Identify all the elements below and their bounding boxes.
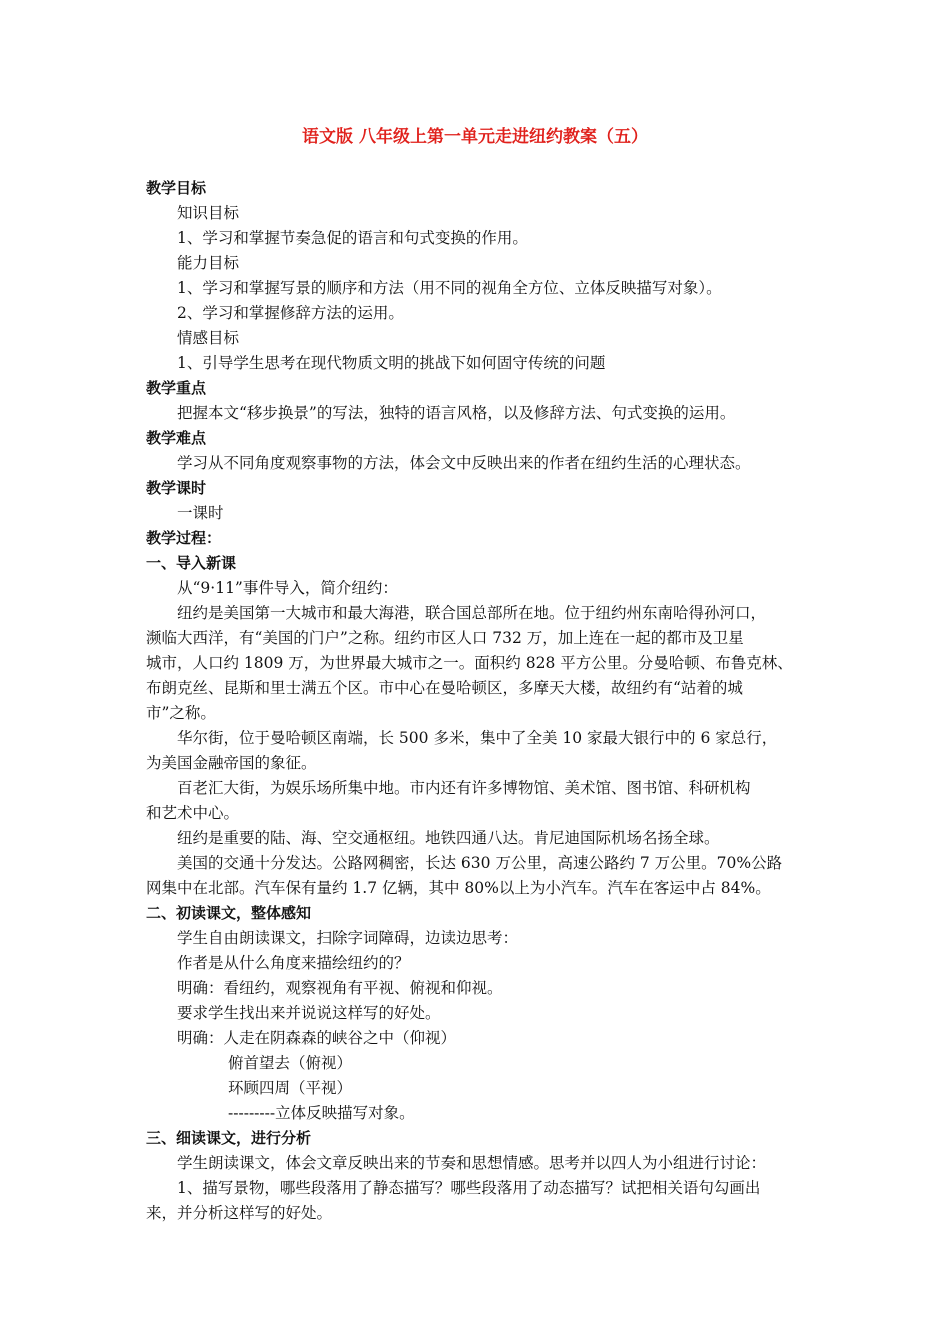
section-heading: 教学目标 xyxy=(146,179,207,197)
text-line: 和艺术中心。 xyxy=(146,804,240,822)
text-line: 情感目标 xyxy=(177,329,240,347)
document-body xyxy=(146,176,826,1226)
text-line: 濒临大西洋，有“美国的门户”之称。纽约市区人口 732 万，加上连在一起的都市及卫星 xyxy=(146,629,744,647)
section-heading: 教学重点 xyxy=(146,379,207,397)
section-heading: 一、导入新课 xyxy=(146,554,237,572)
text-line: 作者是从什么角度来描绘纽约的？ xyxy=(177,954,410,972)
text-line: 要求学生找出来并说说这样写的好处。 xyxy=(177,1004,441,1022)
text-line: 明确：看纽约，观察视角有平视、俯视和仰视。 xyxy=(177,979,503,997)
text-line: 1、描写景物，哪些段落用了静态描写？哪些段落用了动态描写？试把相关语句勾画出 xyxy=(177,1179,761,1197)
text-line: 华尔街，位于曼哈顿区南端，长 500 多米，集中了全美 10 家最大银行中的 6 家总行， xyxy=(177,729,778,747)
section-heading: 三、细读课文，进行分析 xyxy=(146,1129,312,1147)
text-line: 市”之称。 xyxy=(146,704,216,722)
section-heading: 教学课时 xyxy=(146,479,207,497)
text-line: 1、引导学生思考在现代物质文明的挑战下如何固守传统的问题 xyxy=(177,354,606,372)
text-line: 环顾四周（平视） xyxy=(228,1079,353,1097)
text-line: 来，并分析这样写的好处。 xyxy=(146,1204,333,1222)
text-line: 城市，人口约 1809 万，为世界最大城市之一。面积约 828 平方公里。分曼哈顿、布鲁克林、 xyxy=(146,654,793,672)
text-line: 2、学习和掌握修辞方法的运用。 xyxy=(177,304,404,322)
text-line: 1、学习和掌握节奏急促的语言和句式变换的作用。 xyxy=(177,229,528,247)
text-line: 学习从不同角度观察事物的方法，体会文中反映出来的作者在纽约生活的心理状态。 xyxy=(177,454,751,472)
section-heading: 教学过程： xyxy=(146,529,222,547)
text-line: 一课时 xyxy=(177,504,224,522)
text-line: 从“9·11”事件导入，简介纽约： xyxy=(177,579,398,597)
section-heading: 教学难点 xyxy=(146,429,207,447)
text-line: ---------立体反映描写对象。 xyxy=(228,1104,415,1122)
text-line: 纽约是重要的陆、海、空交通枢纽。地铁四通八达。肯尼迪国际机场名扬全球。 xyxy=(177,829,720,847)
text-line: 俯首望去（俯视） xyxy=(228,1054,353,1072)
document-title: 语文版 八年级上第一单元走进纽约教案（五） xyxy=(302,127,648,147)
text-line: 网集中在北部。汽车保有量约 1.7 亿辆，其中 80%以上为小汽车。汽车在客运中占 84%。 xyxy=(146,879,771,897)
text-line: 能力目标 xyxy=(177,254,240,272)
text-line: 知识目标 xyxy=(177,204,240,222)
text-line: 明确：人走在阴森森的峡谷之中（仰视） xyxy=(177,1029,457,1047)
text-line: 百老汇大街，为娱乐场所集中地。市内还有许多博物馆、美术馆、图书馆、科研机构 xyxy=(177,779,751,797)
text-line: 美国的交通十分发达。公路网稠密，长达 630 万公里，高速公路约 7 万公里。70%公路 xyxy=(177,854,783,872)
text-line: 1、学习和掌握写景的顺序和方法（用不同的视角全方位、立体反映描写对象）。 xyxy=(177,279,722,297)
text-line: 把握本文“移步换景”的写法，独特的语言风格，以及修辞方法、句式变换的运用。 xyxy=(177,404,736,422)
text-line: 为美国金融帝国的象征。 xyxy=(146,754,317,772)
section-heading: 二、初读课文，整体感知 xyxy=(146,904,312,922)
text-line: 纽约是美国第一大城市和最大海港，联合国总部所在地。位于纽约州东南哈得孙河口， xyxy=(177,604,767,622)
text-line: 布朗克丝、昆斯和里士满五个区。市中心在曼哈顿区，多摩天大楼，故纽约有“站着的城 xyxy=(146,679,743,697)
text-line: 学生自由朗读课文，扫除字词障碍，边读边思考： xyxy=(177,929,519,947)
text-line: 学生朗读课文，体会文章反映出来的节奏和思想情感。思考并以四人为小组进行讨论： xyxy=(177,1154,767,1172)
